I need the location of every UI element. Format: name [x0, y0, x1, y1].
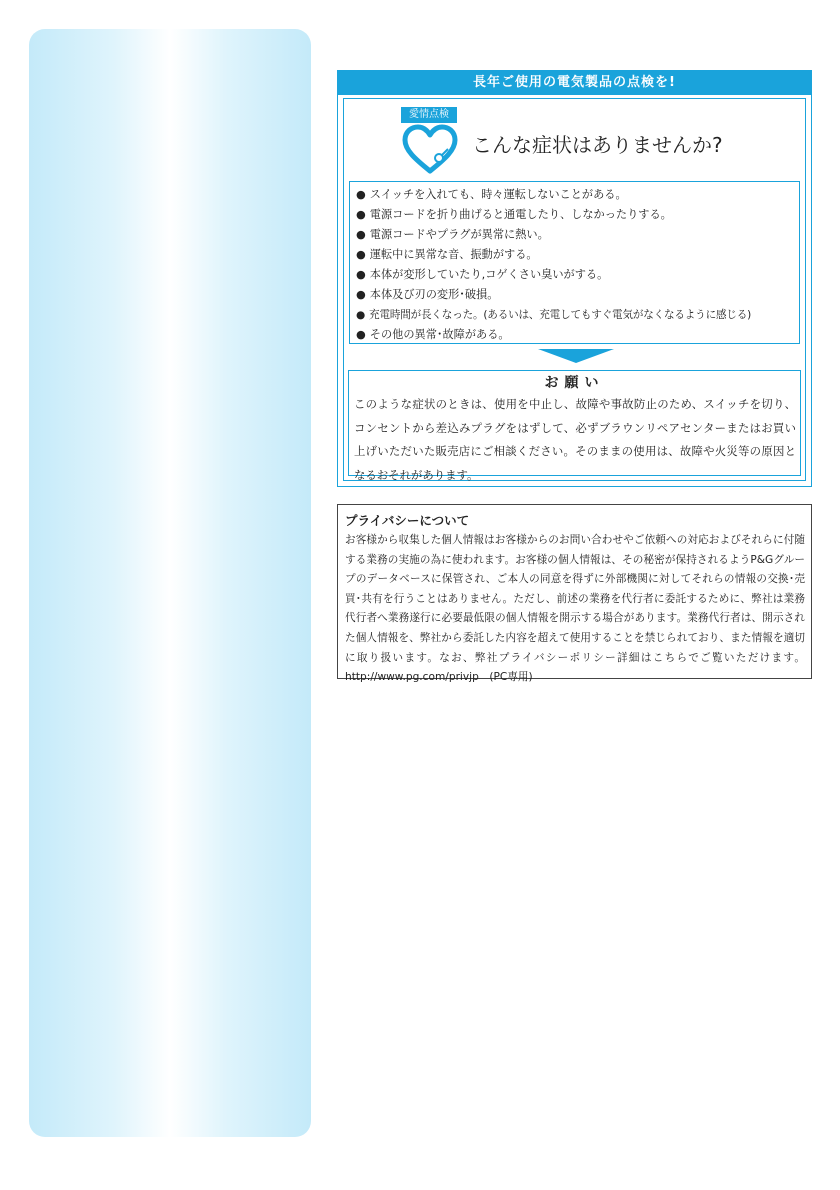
care-check-header: 長年ご使用の電気製品の点検を!: [338, 71, 811, 95]
care-badge: 愛情点検: [401, 107, 457, 123]
side-decorative-panel: [29, 29, 311, 1137]
request-section: [348, 370, 801, 482]
bullet-icon: ●: [356, 288, 366, 301]
request-body: このような症状のときは、使用を中止し、故障や事故防止のため、スイッチを切り、コンセントから差込みプラグをはずして、必ずブラウンリペアセンターまたはお買い上げいただいた販売店にご相談ください。そのままの使用は、故障や火災等の原因となるおそれがあります。: [354, 397, 796, 482]
privacy-body: お客様から収集した個人情報はお客様からのお問い合わせやご依頼への対応およびそれらに付随する業務の実施の為に使われます。お客様の個人情報は、その秘密が保持されるようP&Gグループのデータベースに保管され、ご本人の同意を得ずに外部機関に対してそれらの情報の交換･売買･共有を行うことはありません。ただし、前述の業務を代行者に委託するために、弊社は業務代行者へ業務遂行に必要最低限の個人情報を開示する場合があります。業務代行者は、開示された個人情報を、弊社から委託した内容を超えて使用することを禁じられており、また情報を適切に取り扱います。なお、弊社プライバシーポリシー詳細はこちらでご覧いただけます。http://www.pg.com/privjp (PC専用): [345, 534, 805, 684]
care-check-section: [337, 70, 812, 487]
privacy-section: [337, 504, 812, 684]
bullet-icon: ●: [356, 328, 366, 341]
symptom-text: 電源コードを折り曲げると通電したり、しなかったりする。: [369, 208, 672, 221]
list-item: [356, 265, 799, 285]
bullet-icon: ●: [356, 268, 366, 281]
list-item: [356, 285, 799, 305]
symptom-text: スイッチを入れても、時々運転しないことがある。: [369, 188, 627, 201]
symptom-text: 本体及び刃の変形･破損。: [369, 288, 499, 301]
list-item: [356, 325, 799, 345]
list-item: [356, 245, 799, 265]
symptom-text: その他の異常･故障がある。: [369, 328, 510, 341]
list-item: [356, 185, 799, 205]
bullet-icon: ●: [356, 228, 366, 241]
bullet-icon: ●: [356, 188, 366, 201]
list-item: [356, 205, 799, 225]
down-arrow-icon: [538, 349, 614, 363]
bullet-icon: ●: [356, 208, 366, 221]
symptom-text: 本体が変形していたり,コゲくさい臭いがする。: [369, 268, 609, 281]
heart-plug-icon: [401, 124, 459, 176]
privacy-heading: プライバシーについて: [345, 513, 470, 528]
request-heading: お願い: [544, 375, 605, 391]
bullet-icon: ●: [356, 309, 366, 321]
symptom-text: 充電時間が長くなった。(あるいは、充電してもすぐ電気がなくなるように感じる): [369, 309, 752, 321]
bullet-icon: ●: [356, 248, 366, 261]
symptom-list: [349, 181, 800, 344]
symptom-text: 電源コードやプラグが異常に熱い。: [369, 228, 549, 241]
list-item: [356, 305, 799, 325]
care-check-inner: [343, 98, 806, 481]
list-item: [356, 225, 799, 245]
symptom-heading: こんな症状はありませんか?: [472, 133, 723, 157]
symptom-text: 運転中に異常な音、振動がする。: [369, 248, 538, 261]
